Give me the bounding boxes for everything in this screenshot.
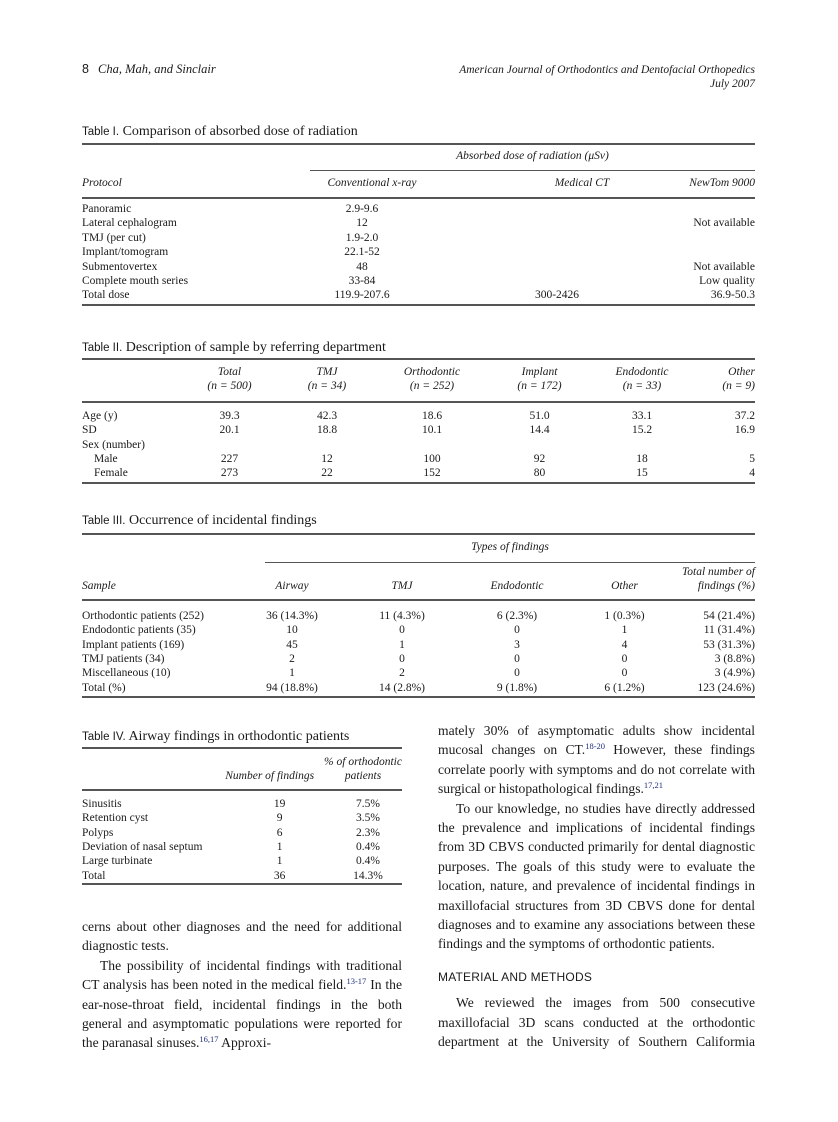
cell: 152	[423, 467, 441, 480]
table-row	[82, 260, 755, 274]
table2-header-n: (n = 33)	[622, 380, 662, 393]
cell: 1	[289, 667, 295, 680]
table3	[82, 565, 755, 695]
cell: 6 (1.2%)	[604, 681, 645, 694]
running-header	[82, 62, 755, 96]
cell: 0	[399, 624, 405, 637]
table-row	[82, 466, 755, 480]
table2-header-endodontic: Endodontic	[615, 366, 669, 378]
table3-top-rule	[82, 533, 755, 535]
table2-label: Table II.	[82, 342, 123, 354]
cell: Deviation of nasal septum	[82, 841, 203, 854]
cell: 7.5%	[356, 797, 380, 810]
table1-header-medical-ct: Medical CT	[554, 176, 610, 189]
table-row	[82, 638, 755, 652]
cell: 20.1	[219, 424, 240, 437]
cell	[462, 231, 652, 245]
table4-top-rule	[82, 747, 402, 749]
table4-header-number: Number of findings	[225, 770, 315, 783]
cell: Lateral cephalogram	[82, 217, 177, 230]
table-row	[82, 274, 755, 288]
table2-caption	[82, 340, 386, 356]
cell: 14.4	[529, 424, 550, 437]
cell: 18.6	[421, 409, 443, 422]
cell: 123 (24.6%)	[697, 681, 755, 694]
cell: 18	[636, 453, 648, 466]
cell: 100	[423, 453, 441, 466]
table4-label: Table IV.	[82, 731, 126, 743]
cell: 0	[621, 667, 628, 680]
cell: 36	[273, 869, 286, 882]
cell: TMJ (per cut)	[82, 231, 146, 244]
cell: 0	[621, 653, 628, 666]
cell: 11 (31.4%)	[703, 624, 755, 637]
cell	[462, 202, 652, 216]
table2-header-n: (n = 172)	[517, 380, 562, 393]
text-run: mately 30% of asymptomatic adults show incidental mucosal changes on CT.	[438, 723, 755, 758]
table-row	[82, 423, 755, 437]
table3-title: Occurrence of incidental findings	[128, 513, 317, 528]
paragraph	[438, 721, 755, 799]
cell: 45	[286, 638, 298, 651]
cell: 9	[276, 812, 283, 825]
cell: 0	[514, 653, 520, 666]
table1-header-conventional: Conventional x-ray	[327, 176, 417, 189]
table-row	[82, 854, 402, 868]
cell: TMJ patients (34)	[82, 653, 165, 666]
table3-caption	[82, 513, 317, 529]
table4-title: Airway findings in orthodontic patients	[128, 729, 350, 744]
table2-top-rule	[82, 358, 755, 360]
cell: 1	[276, 855, 283, 868]
cell: 22	[321, 467, 333, 480]
journal-title: American Journal of Orthodontics and Dentofacial Orthopedics	[459, 64, 755, 76]
cell: Not available	[693, 217, 755, 230]
cell	[462, 260, 652, 274]
table1-header-rule	[82, 197, 755, 199]
cell: 0	[399, 653, 405, 666]
cell: Orthodontic patients (252)	[82, 609, 205, 622]
cell: 10	[286, 624, 298, 637]
citation-link[interactable]: 18-20	[585, 741, 606, 752]
cell: Sinusitis	[82, 797, 122, 810]
cell: Polyps	[82, 826, 114, 839]
cell: 3.5%	[356, 812, 380, 825]
cell: 15	[636, 467, 648, 480]
running-authors: Cha, Mah, and Sinclair	[98, 62, 216, 76]
paragraph: We reviewed the images from 500 consecutive maxillofacial 3D scans conducted at the orthodontic department at the University of Southern Califormia	[438, 995, 755, 1050]
cell: 18.8	[316, 424, 338, 437]
cell: 300-2426	[534, 289, 580, 302]
table1-caption	[82, 124, 358, 140]
cell: 19	[273, 797, 286, 810]
table3-spanner-rule	[265, 562, 755, 563]
cell: 16.9	[734, 424, 755, 437]
cell: 4	[621, 638, 628, 651]
table-row	[82, 231, 755, 245]
cell: 15.2	[631, 424, 653, 437]
table-row	[82, 826, 402, 840]
table1-spanner-rule	[310, 170, 755, 171]
cell: 0.4%	[356, 841, 380, 854]
table-row	[82, 811, 402, 825]
table3-header-total-line1: Total number of	[681, 566, 755, 578]
table3-header-total-line2: findings (%)	[697, 580, 755, 593]
table-row	[82, 797, 402, 811]
table2-header-other: Other	[728, 366, 755, 378]
cell: 2	[289, 653, 295, 666]
table-row	[82, 623, 755, 637]
cell: 54 (21.4%)	[703, 609, 755, 622]
cell: 33.1	[631, 409, 653, 422]
table2-header-implant: Implant	[521, 366, 558, 378]
cell: 2	[399, 667, 405, 680]
cell: 12	[356, 217, 368, 230]
cell: 0	[514, 624, 520, 637]
table-row	[82, 409, 755, 423]
cell: 1 (0.3%)	[604, 609, 645, 622]
cell: 10.1	[421, 424, 443, 437]
cell: 5	[749, 453, 755, 466]
table4-header-percent-line2: patients	[344, 770, 382, 783]
cell: Endodontic patients (35)	[82, 624, 196, 637]
table1-bottom-rule	[82, 304, 755, 306]
page-number: 8	[82, 62, 89, 76]
paragraph: To our knowledge, no studies have directly addressed the prevalence and implications of incidental findings from 3D CBVS conducted primarily for dental diagnostic purposes. The goals of this study were to evaluate the location, nature, and prevalence of incidental findings in maxillofacial structures from 3D CBVS done for dental diagnoses and to examine any associations between these findings and the symptoms of orthodontic patients.	[438, 800, 755, 952]
table2-header-orthodontic: Orthodontic	[403, 366, 461, 378]
table2-header-n: (n = 9)	[722, 380, 755, 393]
cell: 42.3	[316, 409, 338, 422]
table3-spanner: Types of findings	[471, 541, 549, 553]
citation-link[interactable]: 17,21	[643, 780, 664, 791]
citation-link[interactable]: 13-17	[346, 976, 367, 987]
cell: 3 (4.9%)	[714, 667, 755, 680]
journal-date: July 2007	[709, 78, 755, 90]
cell: 1.9-2.0	[345, 231, 379, 244]
cell	[462, 245, 652, 259]
table-row	[82, 666, 755, 680]
cell: 273	[220, 467, 239, 480]
cell: 11 (4.3%)	[379, 609, 425, 622]
table-row	[82, 438, 755, 452]
table-row	[82, 681, 755, 695]
cell: 36 (14.3%)	[266, 609, 318, 622]
cell: 1	[621, 624, 628, 637]
table3-header-airway: Airway	[275, 580, 309, 593]
cell: 94 (18.8%)	[266, 681, 318, 694]
cell: Sex (number)	[82, 438, 145, 451]
cell: 119.9-207.6	[334, 289, 390, 302]
table3-header-endodontic: Endodontic	[490, 580, 544, 593]
paragraph	[82, 956, 402, 1053]
section-heading: MATERIAL AND METHODS	[438, 969, 593, 984]
table-row	[82, 652, 755, 666]
table2-bottom-rule	[82, 482, 755, 484]
table3-header-other: Other	[611, 580, 638, 593]
table-row	[82, 840, 402, 854]
text-run: Approxi-	[218, 1035, 272, 1051]
right-text-column	[438, 721, 755, 1052]
table-row	[82, 202, 755, 216]
cell: 12	[321, 453, 333, 466]
table-row	[82, 452, 755, 466]
cell: Implant patients (169)	[82, 638, 185, 651]
cell: Low quality	[699, 275, 755, 288]
table1-top-rule	[82, 143, 755, 145]
table1-label: Table I.	[82, 126, 120, 138]
cell: 0	[514, 667, 520, 680]
cell: Not available	[693, 260, 755, 273]
cell: 2.3%	[356, 826, 380, 839]
cell: Miscellaneous (10)	[82, 667, 171, 680]
table2-header-n: (n = 34)	[307, 380, 347, 393]
table-row	[82, 869, 402, 883]
table4	[82, 755, 402, 883]
cell	[462, 274, 652, 288]
cell: 51.0	[529, 409, 550, 422]
table1-grid	[82, 175, 755, 191]
cell: Total dose	[82, 289, 130, 302]
table4-header-percent-line1: % of orthodontic	[324, 756, 402, 768]
table1-spanner: Absorbed dose of radiation (μSv)	[456, 150, 609, 162]
cell: Implant/tomogram	[82, 246, 169, 259]
cell: 92	[533, 453, 546, 466]
table2-header-n: (n = 252)	[409, 380, 455, 393]
cell: 4	[749, 467, 755, 480]
cell: Submentovertex	[82, 260, 158, 273]
text-run: However, these findings correlate poorly with symptoms and do not correlate with surgical or histopathological findings.	[438, 742, 755, 797]
cell	[652, 231, 755, 245]
left-text-column	[82, 917, 402, 1053]
table1-header-protocol: Protocol	[82, 176, 122, 189]
cell: 3 (8.8%)	[714, 653, 755, 666]
cell: 53 (31.3%)	[703, 638, 755, 651]
cell	[652, 245, 755, 259]
cell: 80	[533, 467, 546, 480]
table-row	[82, 216, 755, 230]
cell: 0.4%	[356, 855, 380, 868]
cell: 36.9-50.3	[710, 289, 755, 302]
table2-header-tmj: TMJ	[316, 366, 338, 378]
cell: Retention cyst	[82, 812, 149, 825]
table3-header-tmj: TMJ	[391, 580, 413, 593]
table1-title: Comparison of absorbed dose of radiation	[122, 124, 358, 139]
cell: 14.3%	[353, 869, 383, 882]
cell	[652, 202, 755, 216]
paragraph: cerns about other diagnoses and the need for additional diagnostic tests.	[82, 919, 402, 954]
table3-header-sample: Sample	[82, 580, 116, 593]
cell: 1	[276, 841, 283, 854]
cell: 3	[514, 638, 520, 651]
cell: Total (%)	[82, 681, 126, 694]
table-row	[82, 609, 755, 623]
cell: Large turbinate	[82, 855, 153, 868]
cell: 2.9-9.6	[345, 203, 379, 215]
cell: 6 (2.3%)	[496, 609, 538, 622]
cell: Panoramic	[82, 203, 132, 215]
journal-info	[459, 63, 755, 91]
table-row	[82, 245, 755, 259]
table2-title: Description of sample by referring department	[125, 340, 386, 355]
cell: 9 (1.8%)	[496, 681, 538, 694]
cell: Age (y)	[82, 409, 118, 422]
table1-body	[82, 202, 755, 303]
cell: SD	[82, 424, 97, 437]
cell: 22.1-52	[344, 246, 380, 259]
text-run: In the ear-nose-throat field, incidental findings in the both general and asymptomatic populations were reported for the paranasal sinuses.	[82, 977, 403, 1051]
table-row	[82, 288, 755, 302]
cell: 227	[220, 453, 239, 466]
citation-link[interactable]: 16,17	[199, 1034, 219, 1045]
table4-bottom-rule	[82, 883, 402, 885]
cell: 6	[276, 826, 283, 839]
cell: 37.2	[734, 409, 755, 422]
table3-label: Table III.	[82, 515, 126, 527]
cell: Total	[82, 869, 106, 882]
cell: 1	[399, 638, 405, 651]
cell: 14 (2.8%)	[379, 681, 425, 694]
table2	[82, 365, 755, 481]
cell: 48	[356, 260, 368, 273]
cell: 39.3	[219, 409, 240, 422]
table2-header-n: (n = 500)	[207, 380, 252, 393]
cell: Male	[94, 453, 118, 466]
cell: Complete mouth series	[82, 275, 189, 288]
table1-header-newtom: NewTom 9000	[689, 176, 755, 189]
table4-caption	[82, 729, 349, 745]
cell: 33-84	[348, 275, 376, 288]
cell	[462, 216, 652, 230]
table3-bottom-rule	[82, 696, 755, 698]
table2-header-total: Total	[217, 366, 242, 378]
text-run: The possibility of incidental findings with traditional CT analysis has been noted in the medical field.	[82, 957, 402, 993]
cell: Female	[94, 467, 128, 480]
